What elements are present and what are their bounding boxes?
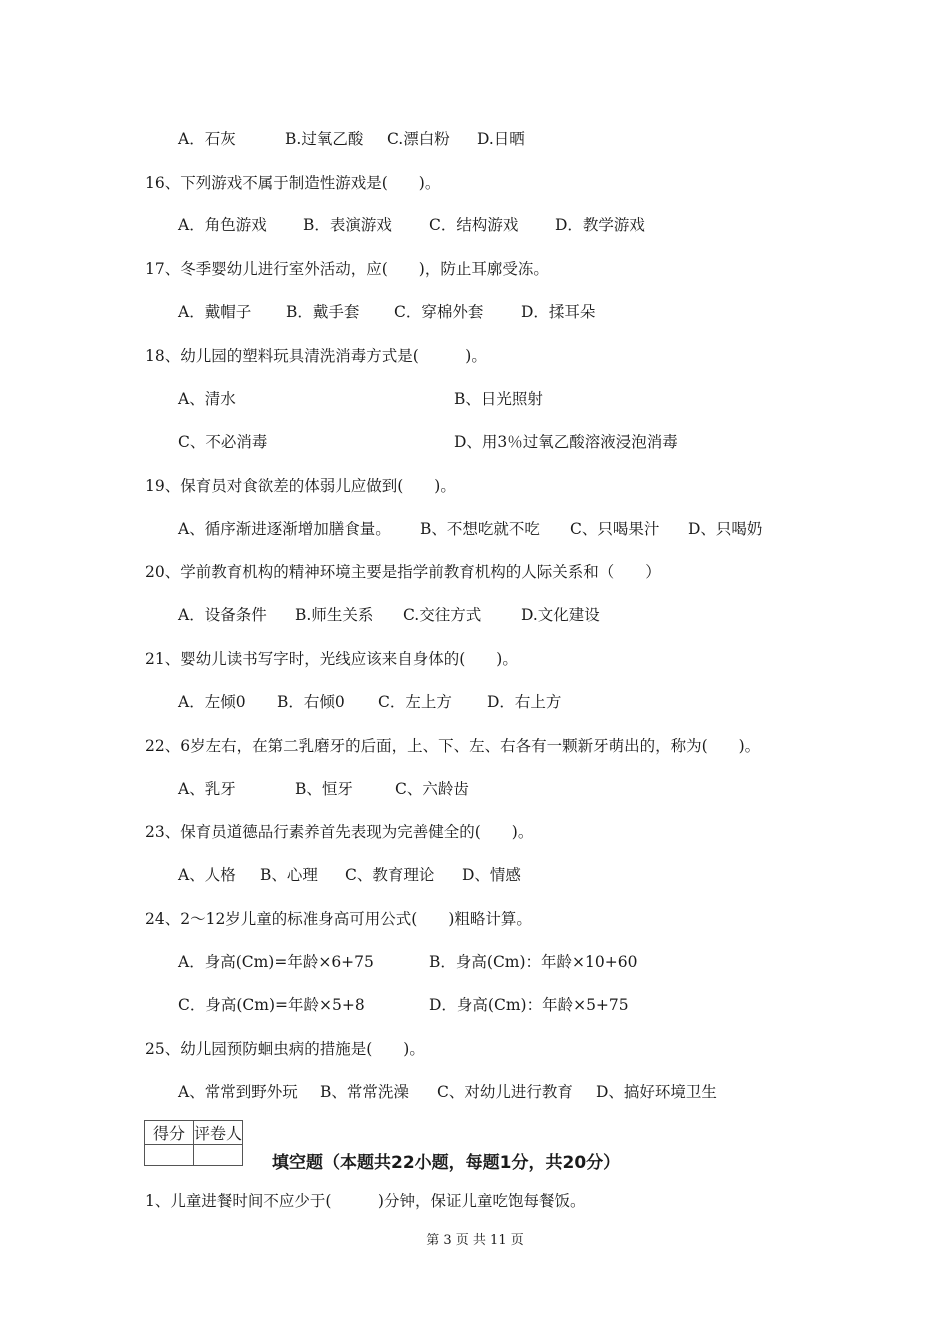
answer-option: C．结构游戏	[429, 216, 519, 234]
answer-option: C、对幼儿进行教育	[437, 1083, 573, 1101]
section-title: 填空题（本题共22小题，每题1分，共20分）	[272, 1153, 621, 1173]
question-text: 22、6岁左右，在第二乳磨牙的后面，上、下、左、右各有一颗新牙萌出的，称为( )。	[145, 737, 761, 755]
answer-option: D.文化建设	[521, 606, 600, 624]
answer-option: C．穿棉外套	[394, 303, 484, 321]
grader-label: 评卷人	[194, 1121, 243, 1145]
question-text: 19、保育员对食欲差的体弱儿应做到( )。	[145, 477, 456, 495]
score-table	[144, 1120, 243, 1166]
answer-option: B.师生关系	[295, 606, 374, 624]
answer-option: D．教学游戏	[555, 216, 645, 234]
question-text: 16、下列游戏不属于制造性游戏是( )。	[145, 174, 441, 192]
answer-option: C.交往方式	[403, 606, 482, 624]
answer-option: B．身高(Cm)：年龄×10+60	[429, 953, 638, 971]
question-text: 18、幼儿园的塑料玩具清洗消毒方式是( )。	[145, 347, 487, 365]
answer-option: B、不想吃就不吃	[420, 520, 540, 538]
grader-cell	[194, 1145, 243, 1166]
answer-option: B．戴手套	[286, 303, 360, 321]
answer-option: A．左倾0	[178, 693, 246, 711]
answer-option: D．揉耳朵	[521, 303, 596, 321]
page-footer: 第 3 页 共 11 页	[426, 1233, 524, 1248]
answer-option: B、日光照射	[454, 390, 543, 408]
answer-option: C、只喝果汁	[570, 520, 660, 538]
answer-option: D.日晒	[477, 130, 525, 148]
question-text: 20、学前教育机构的精神环境主要是指学前教育机构的人际关系和（ ）	[145, 563, 661, 581]
answer-option: A．石灰	[178, 130, 236, 148]
answer-option: A．设备条件	[178, 606, 267, 624]
answer-option: A、清水	[178, 390, 236, 408]
answer-option: C、教育理论	[345, 866, 435, 884]
answer-option: D．身高(Cm)：年龄×5+75	[429, 996, 629, 1014]
question-text: 25、幼儿园预防蛔虫病的措施是( )。	[145, 1040, 425, 1058]
answer-option: C、不必消毒	[178, 433, 268, 451]
answer-option: D、搞好环境卫生	[596, 1083, 717, 1101]
question-text: 23、保育员道德品行素养首先表现为完善健全的( )。	[145, 823, 534, 841]
answer-option: A、循序渐进逐渐增加膳食量。	[178, 520, 391, 538]
answer-option: A、乳牙	[178, 780, 236, 798]
answer-option: B、常常洗澡	[320, 1083, 409, 1101]
answer-option: A．戴帽子	[178, 303, 252, 321]
answer-option: A．身高(Cm)=年龄×6+75	[178, 953, 374, 971]
question-text: 21、婴幼儿读书写字时，光线应该来自身体的( )。	[145, 650, 518, 668]
answer-option: C．身高(Cm)=年龄×5+8	[178, 996, 365, 1014]
score-cell	[145, 1145, 194, 1166]
answer-option: A．角色游戏	[178, 216, 267, 234]
answer-option: A、人格	[178, 866, 236, 884]
score-label: 得分	[145, 1121, 194, 1145]
answer-option: B．右倾0	[277, 693, 345, 711]
answer-option: D、用3％过氧乙酸溶液浸泡消毒	[454, 433, 678, 451]
answer-option: B、心理	[260, 866, 318, 884]
answer-option: B.过氧乙酸	[285, 130, 364, 148]
answer-option: C、六龄齿	[395, 780, 469, 798]
answer-option: B．表演游戏	[303, 216, 392, 234]
question-text: 17、冬季婴幼儿进行室外活动，应( )，防止耳廓受冻。	[145, 260, 549, 278]
question-text: 24、2～12岁儿童的标准身高可用公式( )粗略计算。	[145, 910, 532, 928]
fill-question: 1、儿童进餐时间不应少于( )分钟，保证儿童吃饱每餐饭。	[145, 1192, 586, 1210]
answer-option: C．左上方	[378, 693, 452, 711]
answer-option: A、常常到野外玩	[178, 1083, 298, 1101]
answer-option: D、只喝奶	[688, 520, 763, 538]
answer-option: B、恒牙	[295, 780, 353, 798]
answer-option: D．右上方	[487, 693, 562, 711]
answer-option: D、情感	[462, 866, 521, 884]
answer-option: C.漂白粉	[387, 130, 450, 148]
